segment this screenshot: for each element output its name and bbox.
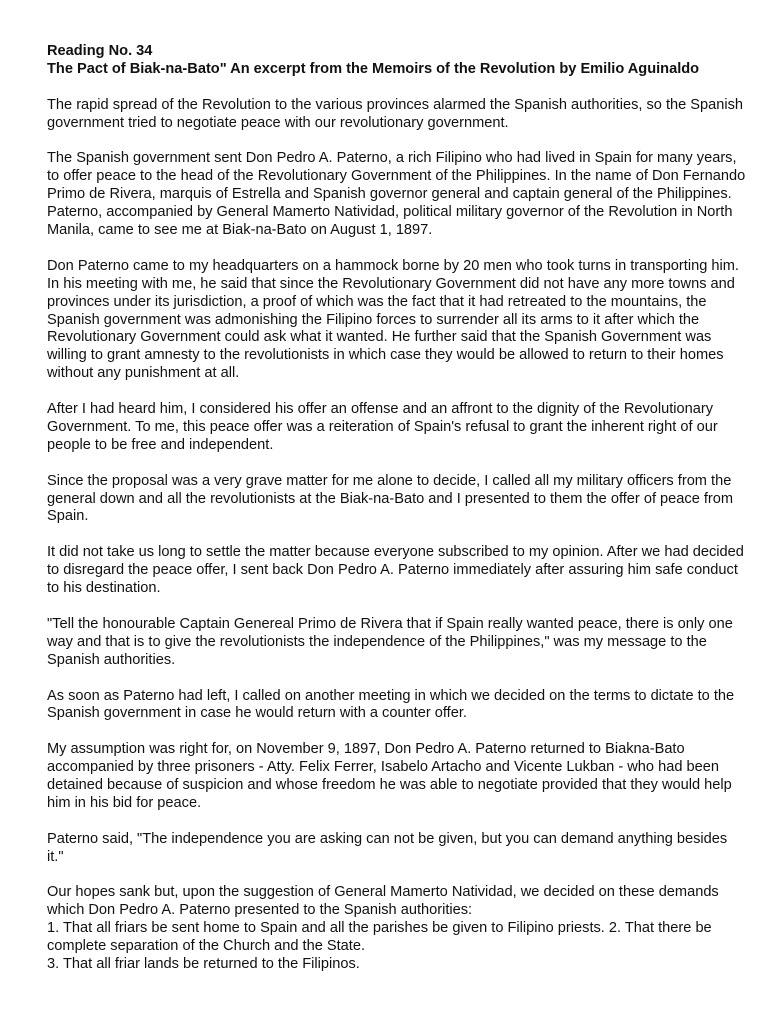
paragraph: My assumption was right for, on November 9, 1897, Don Pedro A. Paterno returned to Biakna-Bato accompanied by three prisoners - Atty. Felix Ferrer, Isabelo Artacho and Vicente Lukban - who had been detained because of suspicion and whose freedom he was able to negotiate provided that they would help him in his bid for peace. <box>47 741 732 811</box>
document-title: The Pact of Biak-na-Bato" An excerpt from the Memoirs of the Revolution by Emilio Aguinaldo <box>47 60 700 77</box>
quote-paragraph: Paterno said, "The independence you are asking can not be given, but you can demand anything besides it." <box>47 830 728 865</box>
paragraph: The rapid spread of the Revolution to the various provinces alarmed the Spanish authorities, so the Spanish government tried to negotiate peace with our revolutionary government. <box>47 96 744 131</box>
paragraph: The Spanish government sent Don Pedro A. Paterno, a rich Filipino who had lived in Spain for many years, to offer peace to the head of the Revolutionary Government of the Philippines. In the name of Don Fernando Primo de Rivera, marquis of Estrella and Spanish governor general and captain general of the Philippines. Paterno, accompanied by General Mamerto Natividad, political military governor of the Revolution in North Manila, came to see me at Biak-na-Bato on August 1, 1897. <box>47 150 746 239</box>
paragraph: As soon as Paterno had left, I called on another meeting in which we decided on the terms to dictate to the Spanish government in case he would return with a counter offer. <box>47 687 735 722</box>
paragraph: After I had heard him, I considered his offer an offense and an affront to the dignity of the Revolutionary Government. To me, this peace offer was a reiteration of Spain's refusal to grant the inherent right of our people to be free and independent. <box>47 401 718 453</box>
reading-number: Reading No. 34 <box>47 43 153 59</box>
paragraph: It did not take us long to settle the matter because everyone subscribed to my opinion. After we had decided to disregard the peace offer, I sent back Don Pedro A. Paterno immediately after assuring him safe conduct to his destination. <box>47 544 744 597</box>
paragraph: Our hopes sank but, upon the suggestion of General Mamerto Natividad, we decided on these demands which Don Pedro A. Paterno presented to the Spanish authorities: <box>47 884 719 919</box>
paragraph: Since the proposal was a very grave matter for me alone to decide, I called all my military officers from the general down and all the revolutionists at the Biak-na-Bato and I presented to them the offer of peace from Spain. <box>47 472 734 525</box>
quote-paragraph: "Tell the honourable Captain Genereal Primo de Rivera that if Spain really wanted peace, there is only one way and that is to give the revolutionists the independence of the Philippines," was my message to the Spanish authorities. <box>47 615 733 668</box>
heading-block <box>47 43 747 79</box>
demand-item: 1. That all friars be sent home to Spain and all the parishes be given to Filipino priests. 2. That there be complete separation of the Church and the State. <box>47 920 712 955</box>
document-page <box>47 43 747 974</box>
demand-item: 3. That all friar lands be returned to the Filipinos. <box>47 956 360 973</box>
paragraph: Don Paterno came to my headquarters on a hammock borne by 20 men who took turns in transporting him. In his meeting with me, he said that since the Revolutionary Government did not have any more towns and provinces under its jurisdiction, a proof of which was the fact that it had retreated to the mountains, the Spanish government was admonishing the Filipino forces to surrender all its arms to it after which the Revolutionary Government could ask what it wanted. He further said that the Spanish Government was willing to grant amnesty to the revolutionists in which case they would be allowed to return to their homes without any punishment at all. <box>47 257 739 382</box>
